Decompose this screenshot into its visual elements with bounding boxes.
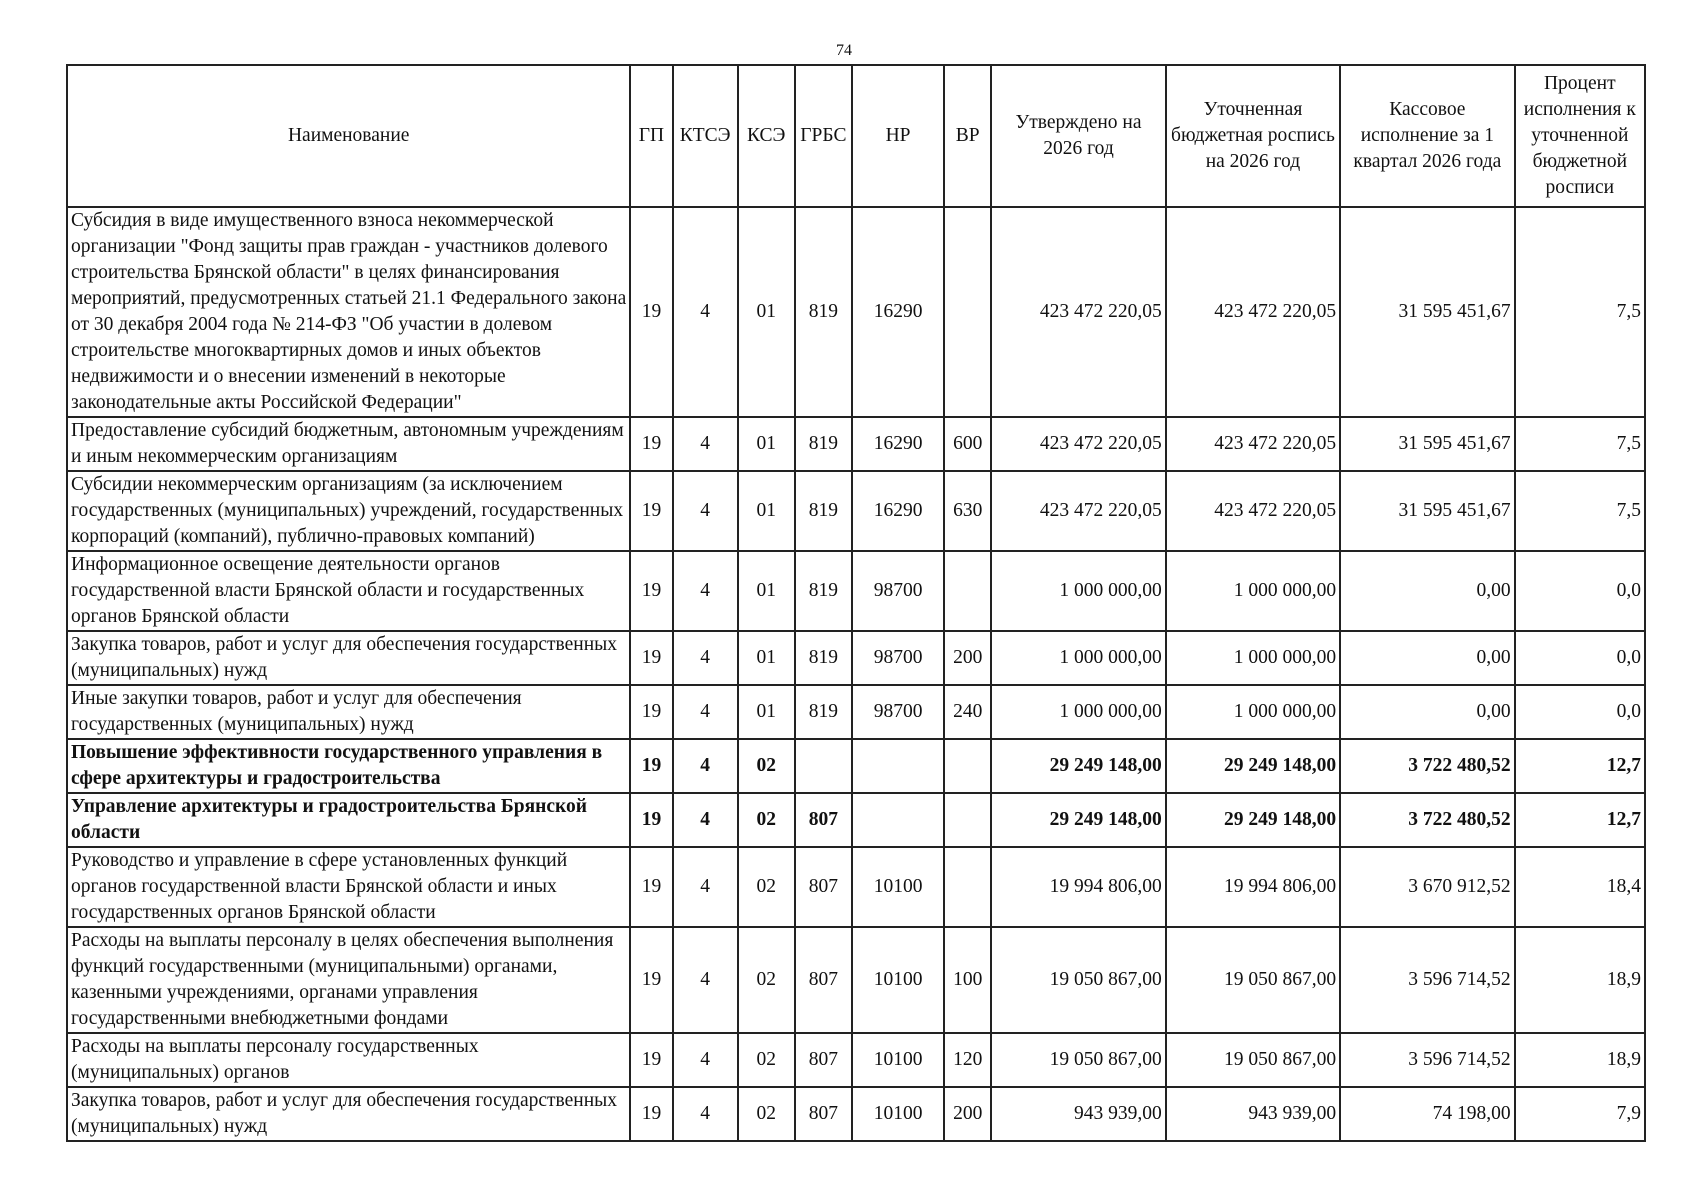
cell-refined: 423 472 220,05 <box>1166 207 1340 417</box>
cell-grbs: 819 <box>795 417 852 471</box>
header-percent: Процент исполнения к уточненной бюджетной росписи <box>1515 65 1645 207</box>
budget-table <box>66 64 1646 1142</box>
cell-refined: 29 249 148,00 <box>1166 793 1340 847</box>
cell-approved: 1 000 000,00 <box>991 685 1165 739</box>
header-nr: НР <box>852 65 944 207</box>
cell-nr: 16290 <box>852 417 944 471</box>
cell-vr: 200 <box>944 631 991 685</box>
cell-cash: 3 596 714,52 <box>1340 927 1514 1033</box>
cell-cash: 0,00 <box>1340 685 1514 739</box>
table-row <box>67 1033 1645 1087</box>
cell-vr: 600 <box>944 417 991 471</box>
table-body <box>67 207 1645 1141</box>
cell-percent: 0,0 <box>1515 685 1645 739</box>
cell-name: Субсидия в виде имущественного взноса некоммерческой организации "Фонд защиты прав граждан - участников долевого строительства Брянской области" в целях финансирования мероприятий, предусмотренных статьей 21.1 Федерального закона от 30 декабря 2004 года № 214-ФЗ "Об участии в долевом строительстве многоквартирных домов и иных объектов недвижимости и о внесении изменений в некоторые законодательные акты Российской Федерации" <box>67 207 630 417</box>
cell-nr: 98700 <box>852 551 944 631</box>
cell-kse: 02 <box>738 927 795 1033</box>
table-row <box>67 207 1645 417</box>
cell-grbs: 819 <box>795 207 852 417</box>
cell-ktse: 4 <box>673 417 738 471</box>
header-ktse: КТСЭ <box>673 65 738 207</box>
cell-kse: 01 <box>738 685 795 739</box>
header-cash: Кассовое исполнение за 1 квартал 2026 года <box>1340 65 1514 207</box>
cell-kse: 02 <box>738 793 795 847</box>
cell-percent: 12,7 <box>1515 739 1645 793</box>
cell-gp: 19 <box>630 631 672 685</box>
cell-nr: 98700 <box>852 685 944 739</box>
cell-grbs: 819 <box>795 631 852 685</box>
cell-gp: 19 <box>630 471 672 551</box>
cell-grbs: 807 <box>795 1087 852 1141</box>
cell-refined: 1 000 000,00 <box>1166 551 1340 631</box>
cell-ktse: 4 <box>673 471 738 551</box>
cell-nr: 16290 <box>852 207 944 417</box>
cell-name: Руководство и управление в сфере установленных функций органов государственной власти Брянской области и иных государственных органов Брянской области <box>67 847 630 927</box>
cell-kse: 01 <box>738 471 795 551</box>
table-row <box>67 551 1645 631</box>
cell-percent: 7,9 <box>1515 1087 1645 1141</box>
cell-grbs: 807 <box>795 927 852 1033</box>
table-row <box>67 1087 1645 1141</box>
cell-kse: 02 <box>738 1033 795 1087</box>
table-row <box>67 847 1645 927</box>
cell-approved: 29 249 148,00 <box>991 739 1165 793</box>
table-row <box>67 685 1645 739</box>
cell-grbs <box>795 739 852 793</box>
cell-refined: 1 000 000,00 <box>1166 685 1340 739</box>
cell-gp: 19 <box>630 207 672 417</box>
cell-gp: 19 <box>630 685 672 739</box>
cell-kse: 02 <box>738 1087 795 1141</box>
cell-percent: 18,9 <box>1515 927 1645 1033</box>
cell-kse: 01 <box>738 631 795 685</box>
cell-approved: 423 472 220,05 <box>991 417 1165 471</box>
cell-ktse: 4 <box>673 1033 738 1087</box>
cell-name: Расходы на выплаты персоналу в целях обеспечения выполнения функций государственными (муниципальными) органами, казенными учреждениями, органами управления государственными внебюджетными фондами <box>67 927 630 1033</box>
cell-vr <box>944 551 991 631</box>
cell-percent: 7,5 <box>1515 471 1645 551</box>
cell-vr <box>944 793 991 847</box>
cell-grbs: 819 <box>795 471 852 551</box>
cell-ktse: 4 <box>673 207 738 417</box>
cell-grbs: 819 <box>795 685 852 739</box>
cell-vr: 240 <box>944 685 991 739</box>
cell-nr: 98700 <box>852 631 944 685</box>
cell-vr: 200 <box>944 1087 991 1141</box>
cell-cash: 3 596 714,52 <box>1340 1033 1514 1087</box>
cell-cash: 3 670 912,52 <box>1340 847 1514 927</box>
cell-gp: 19 <box>630 1087 672 1141</box>
header-vr: ВР <box>944 65 991 207</box>
cell-nr: 10100 <box>852 847 944 927</box>
table-row <box>67 471 1645 551</box>
cell-ktse: 4 <box>673 551 738 631</box>
cell-gp: 19 <box>630 417 672 471</box>
header-gp: ГП <box>630 65 672 207</box>
cell-approved: 943 939,00 <box>991 1087 1165 1141</box>
cell-grbs: 807 <box>795 793 852 847</box>
cell-ktse: 4 <box>673 739 738 793</box>
cell-name: Закупка товаров, работ и услуг для обеспечения государственных (муниципальных) нужд <box>67 1087 630 1141</box>
cell-gp: 19 <box>630 847 672 927</box>
cell-refined: 423 472 220,05 <box>1166 417 1340 471</box>
table-row <box>67 631 1645 685</box>
cell-name: Расходы на выплаты персоналу государственных (муниципальных) органов <box>67 1033 630 1087</box>
table-row <box>67 739 1645 793</box>
cell-cash: 31 595 451,67 <box>1340 417 1514 471</box>
cell-refined: 1 000 000,00 <box>1166 631 1340 685</box>
cell-refined: 943 939,00 <box>1166 1087 1340 1141</box>
header-grbs: ГРБС <box>795 65 852 207</box>
cell-percent: 7,5 <box>1515 417 1645 471</box>
cell-approved: 1 000 000,00 <box>991 631 1165 685</box>
cell-refined: 29 249 148,00 <box>1166 739 1340 793</box>
cell-name: Закупка товаров, работ и услуг для обеспечения государственных (муниципальных) нужд <box>67 631 630 685</box>
cell-vr: 120 <box>944 1033 991 1087</box>
cell-percent: 0,0 <box>1515 631 1645 685</box>
cell-grbs: 807 <box>795 1033 852 1087</box>
cell-refined: 19 994 806,00 <box>1166 847 1340 927</box>
cell-ktse: 4 <box>673 631 738 685</box>
cell-cash: 3 722 480,52 <box>1340 793 1514 847</box>
cell-cash: 74 198,00 <box>1340 1087 1514 1141</box>
cell-name: Субсидии некоммерческим организациям (за исключением государственных (муниципальных) учреждений, государственных корпораций (компаний), публично-правовых компаний) <box>67 471 630 551</box>
header-refined: Уточненная бюджетная роспись на 2026 год <box>1166 65 1340 207</box>
cell-grbs: 819 <box>795 551 852 631</box>
cell-name: Управление архитектуры и градостроительства Брянской области <box>67 793 630 847</box>
cell-approved: 423 472 220,05 <box>991 207 1165 417</box>
table-row <box>67 417 1645 471</box>
cell-approved: 19 050 867,00 <box>991 1033 1165 1087</box>
cell-percent: 18,9 <box>1515 1033 1645 1087</box>
cell-ktse: 4 <box>673 1087 738 1141</box>
table-row <box>67 793 1645 847</box>
cell-vr: 100 <box>944 927 991 1033</box>
cell-refined: 19 050 867,00 <box>1166 1033 1340 1087</box>
cell-kse: 02 <box>738 847 795 927</box>
cell-kse: 01 <box>738 207 795 417</box>
cell-gp: 19 <box>630 551 672 631</box>
cell-nr <box>852 739 944 793</box>
cell-name: Предоставление субсидий бюджетным, автономным учреждениям и иным некоммерческим организациям <box>67 417 630 471</box>
cell-percent: 12,7 <box>1515 793 1645 847</box>
page-number: 74 <box>836 42 852 59</box>
cell-percent: 0,0 <box>1515 551 1645 631</box>
header-kse: КСЭ <box>738 65 795 207</box>
table-row <box>67 927 1645 1033</box>
cell-ktse: 4 <box>673 685 738 739</box>
cell-gp: 19 <box>630 1033 672 1087</box>
cell-name: Информационное освещение деятельности органов государственной власти Брянской области и государственных органов Брянской области <box>67 551 630 631</box>
cell-nr: 10100 <box>852 927 944 1033</box>
cell-nr <box>852 793 944 847</box>
cell-approved: 19 994 806,00 <box>991 847 1165 927</box>
cell-ktse: 4 <box>673 927 738 1033</box>
cell-ktse: 4 <box>673 847 738 927</box>
cell-vr: 630 <box>944 471 991 551</box>
cell-kse: 01 <box>738 551 795 631</box>
cell-refined: 423 472 220,05 <box>1166 471 1340 551</box>
cell-ktse: 4 <box>673 793 738 847</box>
cell-nr: 10100 <box>852 1087 944 1141</box>
cell-percent: 7,5 <box>1515 207 1645 417</box>
cell-percent: 18,4 <box>1515 847 1645 927</box>
cell-approved: 29 249 148,00 <box>991 793 1165 847</box>
cell-approved: 1 000 000,00 <box>991 551 1165 631</box>
cell-kse: 02 <box>738 739 795 793</box>
cell-grbs: 807 <box>795 847 852 927</box>
cell-cash: 0,00 <box>1340 631 1514 685</box>
cell-refined: 19 050 867,00 <box>1166 927 1340 1033</box>
cell-cash: 31 595 451,67 <box>1340 471 1514 551</box>
cell-vr <box>944 207 991 417</box>
cell-name: Повышение эффективности государственного управления в сфере архитектуры и градостроительства <box>67 739 630 793</box>
cell-gp: 19 <box>630 739 672 793</box>
cell-gp: 19 <box>630 927 672 1033</box>
cell-approved: 423 472 220,05 <box>991 471 1165 551</box>
cell-nr: 10100 <box>852 1033 944 1087</box>
header-approved: Утверждено на 2026 год <box>991 65 1165 207</box>
cell-name: Иные закупки товаров, работ и услуг для обеспечения государственных (муниципальных) нужд <box>67 685 630 739</box>
cell-kse: 01 <box>738 417 795 471</box>
cell-cash: 0,00 <box>1340 551 1514 631</box>
cell-approved: 19 050 867,00 <box>991 927 1165 1033</box>
cell-vr <box>944 739 991 793</box>
cell-nr: 16290 <box>852 471 944 551</box>
table-header-row <box>67 65 1645 207</box>
cell-gp: 19 <box>630 793 672 847</box>
cell-cash: 31 595 451,67 <box>1340 207 1514 417</box>
header-name: Наименование <box>67 65 630 207</box>
cell-vr <box>944 847 991 927</box>
cell-cash: 3 722 480,52 <box>1340 739 1514 793</box>
